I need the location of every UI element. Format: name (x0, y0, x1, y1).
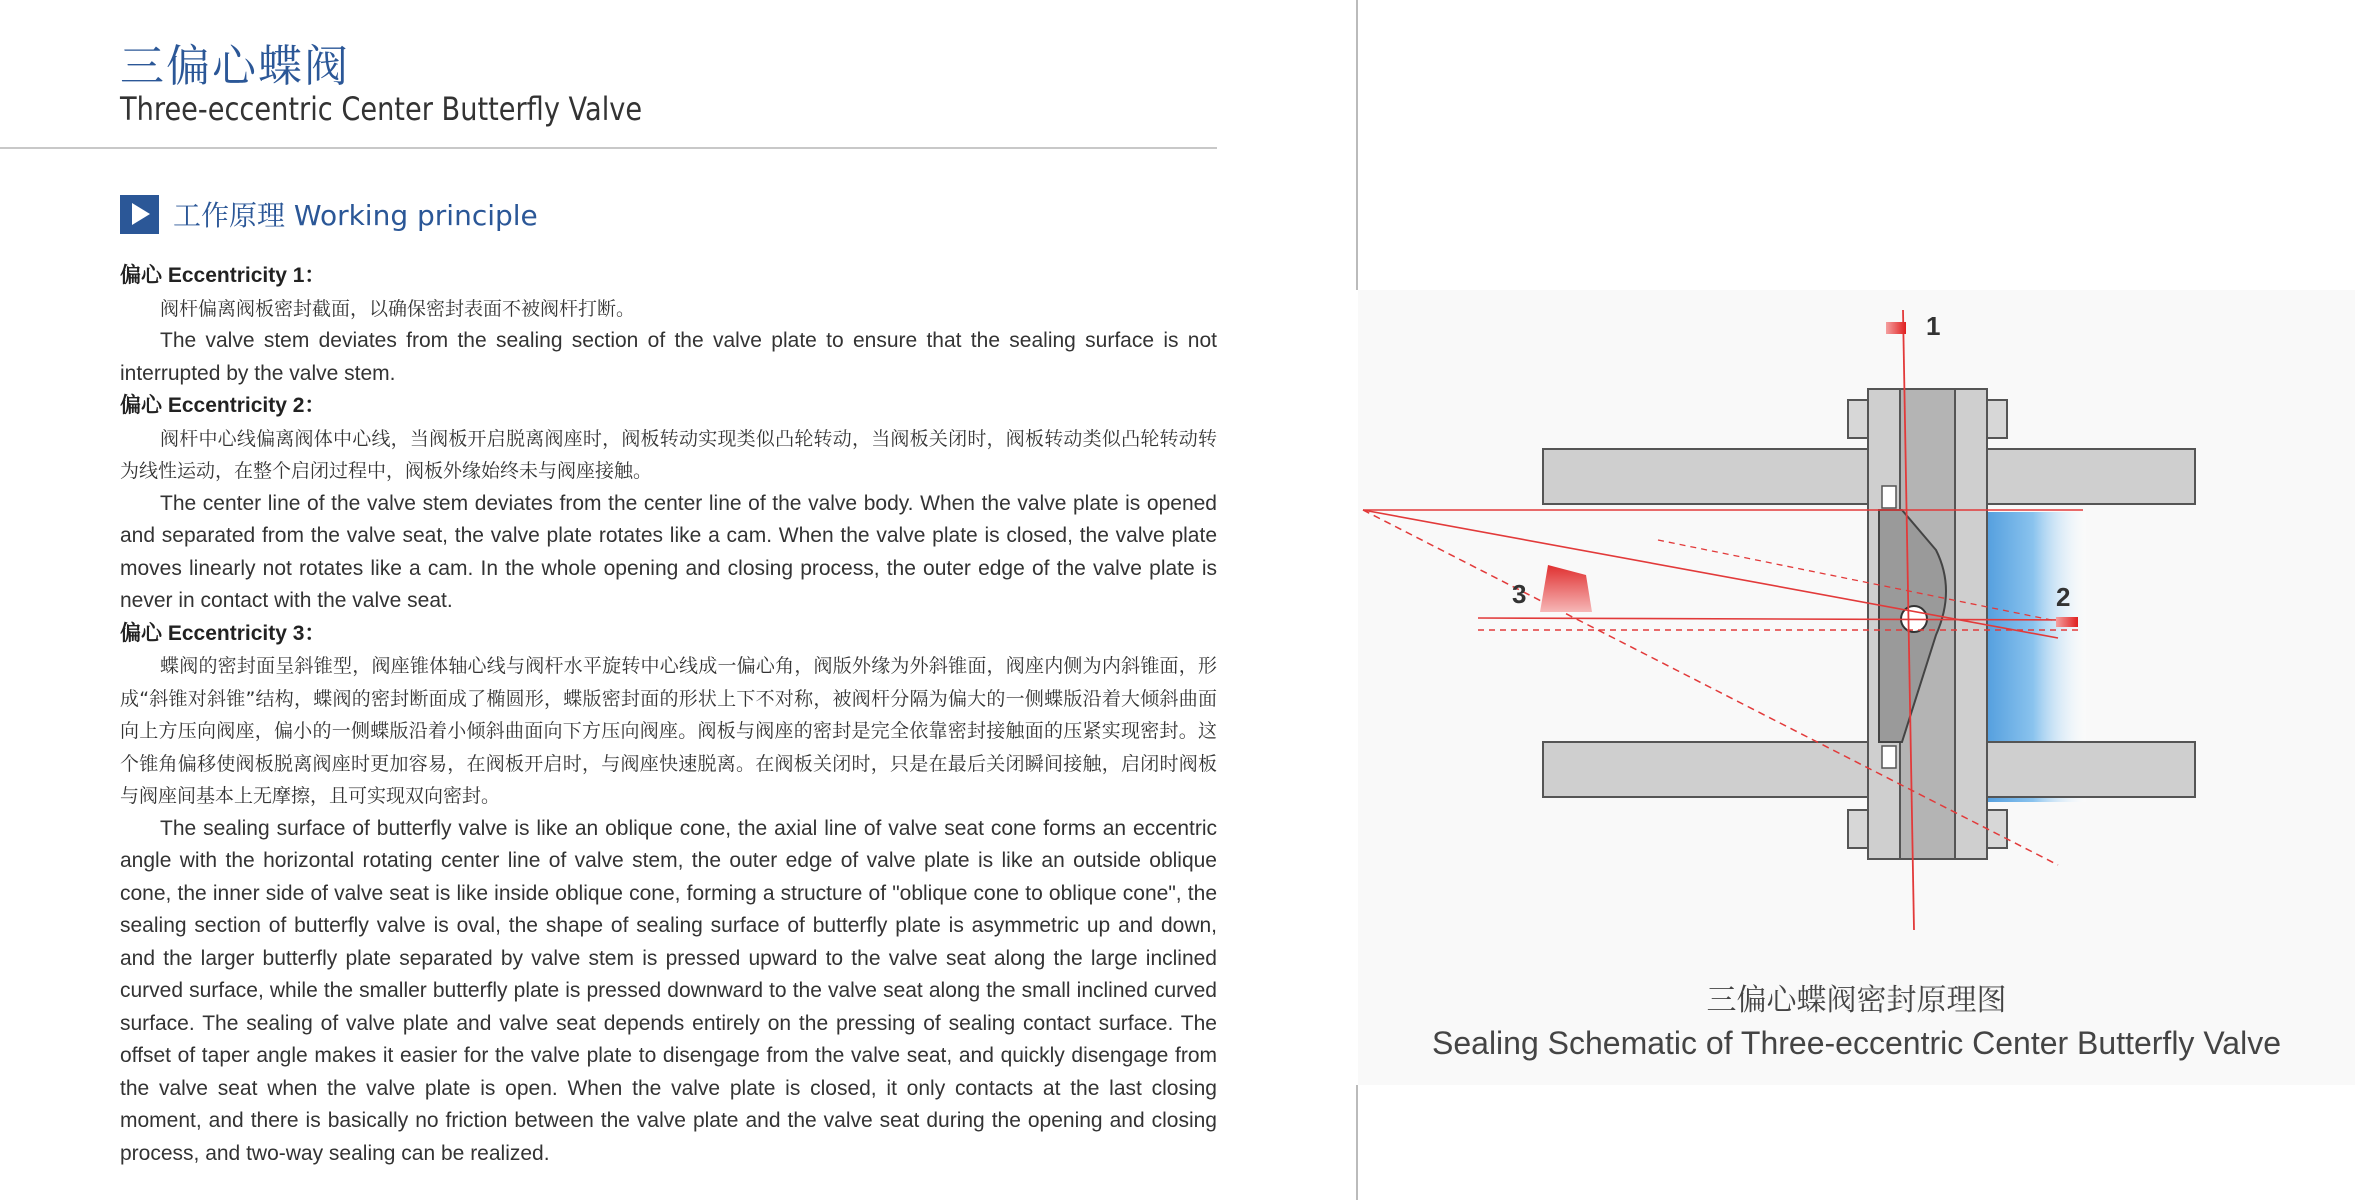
page-title-en: Three-eccentric Center Butterfly Valve (120, 90, 643, 128)
eccentricity-2-marker (2056, 617, 2078, 627)
bolt (1987, 810, 2007, 848)
section-title: 工作原理 Working principle (173, 199, 538, 232)
bolt (1987, 400, 2007, 438)
page-title-cn: 三偏心蝶阀 (120, 41, 350, 92)
seat-slot (1882, 746, 1896, 768)
page-divider (1356, 1085, 1358, 1200)
eccentricity-2-heading: 偏心 Eccentricity 2： (120, 394, 326, 417)
bolt (1848, 400, 1868, 438)
valve-schematic (1358, 290, 2355, 970)
eccentricity-1-heading: 偏心 Eccentricity 1： (120, 264, 326, 287)
figure-caption-en: Sealing Schematic of Three-eccentric Center Butterfly Valve (1432, 1025, 2281, 1061)
body-text (120, 260, 1217, 1170)
eccentricity-3-wedge (1540, 565, 1592, 612)
seat-slot (1882, 486, 1896, 508)
eccentricity-2-en: The center line of the valve stem deviates from the center line of the valve body. When the valve plate is opened and separated from the valve seat, the valve plate rotates like a cam. When the valve plate is closed, the valve plate moves linearly not rotates like a cam. In the whole opening and closing process, the outer edge of the valve plate is never in contact with the valve seat. (120, 491, 1217, 612)
schematic-figure (1358, 290, 2355, 1085)
page-divider (1356, 0, 1358, 290)
marker-2-label: 2 (2056, 582, 2071, 612)
eccentricity-1-marker (1886, 322, 1906, 334)
marker-1-label: 1 (1926, 311, 1941, 341)
bolt (1848, 810, 1868, 848)
eccentricity-1-cn: 阀杆偏离阀板密封截面，以确保密封表面不被阀杆打断。 (160, 297, 636, 320)
eccentricity-2-cn: 阀杆中心线偏离阀体中心线，当阀板开启脱离阀座时，阀板转动实现类似凸轮转动，当阀板关闭时，阀板转动类似凸轮转动转为线性运动，在整个启闭过程中，阀板外缘始终未与阀座接触。 (120, 427, 1217, 482)
marker-3-label: 3 (1512, 579, 1527, 609)
eccentricity-1-en: The valve stem deviates from the sealing section of the valve plate to ensure that the sealing surface is not interrupted by the valve stem. (120, 329, 1217, 385)
eccentricity-3-heading: 偏心 Eccentricity 3： (120, 621, 326, 645)
eccentricity-3-en: The sealing surface of butterfly valve is like an oblique cone, the axial line of valve seat cone forms an eccentric angle with the horizontal rotating center line of valve stem, the outer edge of valve plate is like an outside oblique cone, the inner side of valve seat is like inside oblique cone, forming a structure of "oblique cone to oblique cone", the sealing section of butterfly valve is oval, the shape of sealing surface of butterfly plate is asymmetric up and down, and the larger butterfly plate separated by valve stem is pressed upward to the valve seat along the large inclined curved surface, while the smaller butterfly plate is pressed downward to the valve seat along the small inclined curved surface. The sealing of valve plate and valve seat depends entirely on the pressing of sealing contact surface. The offset of taper angle makes it easier for the valve plate to disengage from the valve seat, and quickly disengage from the valve seat when the valve plate is open. When the valve plate is closed, it only contacts at the last closing moment, and there is basically no friction between the valve plate and the valve seat during the opening and closing process, and two-way sealing can be realized. (120, 816, 1217, 1165)
eccentricity-3-cn: 蝶阀的密封面呈斜锥型，阀座锥体轴心线与阀杆水平旋转中心线成一偏心角，阀版外缘为外斜锥面，阀座内侧为内斜锥面，形成“斜锥对斜锥”结构，蝶阀的密封断面成了椭圆形，蝶版密封面的形状上下不对称，被阀杆分隔为偏大的一侧蝶版沿着大倾斜曲面向上方压向阀座，偏小的一侧蝶版沿着小倾斜曲面向下方压向阀座。阀板与阀座的密封是完全依靠密封接触面的压紧实现密封。这个锥角偏移使阀板脱离阀座时更加容易，在阀板开启时，与阀座快速脱离。在阀板关闭时，只是在最后关闭瞬间接触，启闭时阀板与阀座间基本上无摩擦，且可实现双向密封。 (120, 655, 1217, 807)
play-triangle-icon (120, 195, 159, 234)
pipe-wall-bottom (1955, 742, 2195, 797)
title-divider (0, 147, 1217, 149)
pipe-wall-top (1955, 449, 2195, 504)
figure-caption-cn: 三偏心蝶阀密封原理图 (1706, 983, 2007, 1018)
section-header (120, 194, 538, 234)
